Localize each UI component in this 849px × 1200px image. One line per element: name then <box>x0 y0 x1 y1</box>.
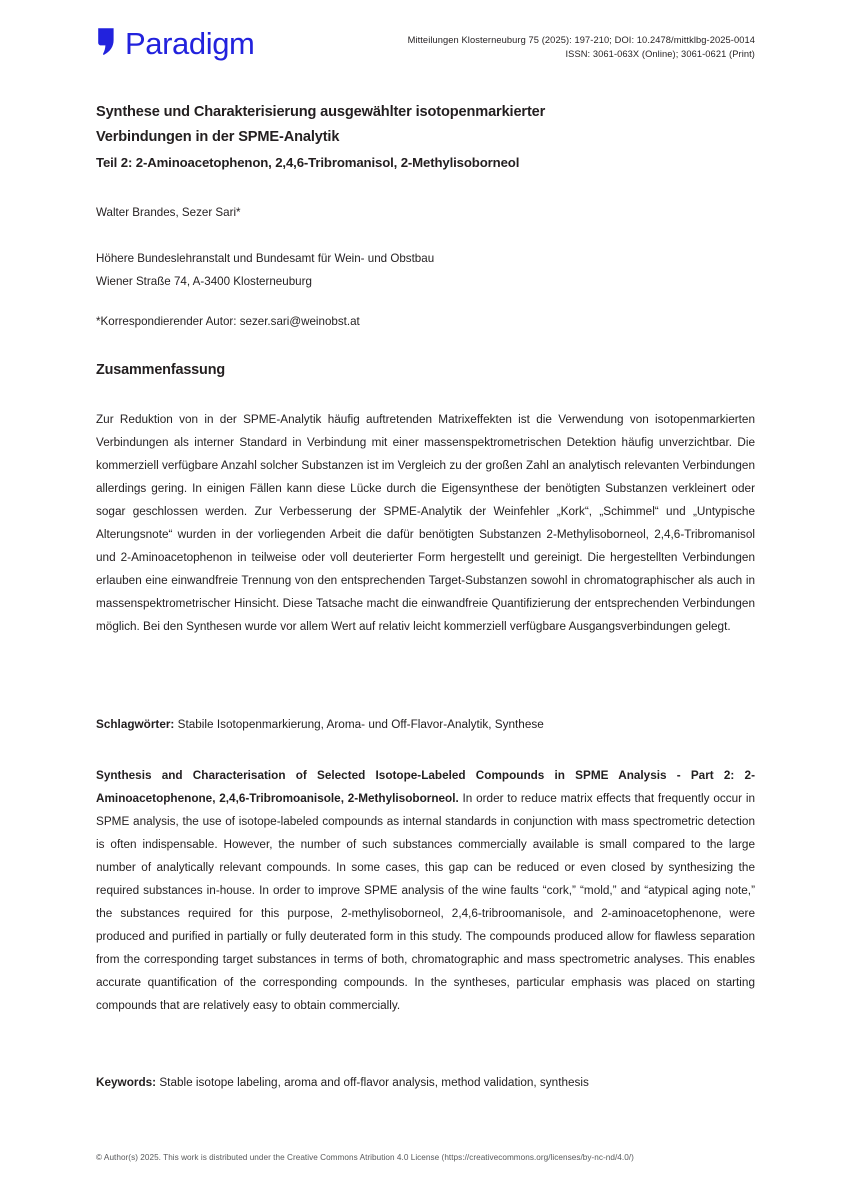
abstract-body-en <box>96 764 755 1017</box>
keywords-en-label: Keywords: <box>96 1076 157 1089</box>
abstract-en-title: Synthesis and Characterisation of Selected Isotope-Labeled Compounds in SPME Analysis - Part 2: 2-Aminoacetophenone, 2,4,6-Tribromoanisole, 2-Methylisoborneol. <box>96 769 755 806</box>
journal-citation-meta <box>408 26 755 62</box>
author-list: Walter Brandes, Sezer Sari* <box>96 206 241 219</box>
affiliation-block <box>96 248 753 293</box>
bookmark-flag-icon <box>96 27 116 59</box>
brand-name: Paradigm <box>125 25 255 61</box>
title-line-1: Synthese und Charakterisierung ausgewählter isotopenmarkierter <box>96 104 546 120</box>
affiliation-line-1: Höhere Bundeslehranstalt und Bundesamt für Wein- und Obstbau <box>96 252 435 265</box>
keywords-de-label: Schlagwörter: <box>96 718 175 731</box>
abstract-heading-de: Zusammenfassung <box>96 362 225 378</box>
title-block <box>96 100 753 175</box>
keywords-en <box>96 1072 755 1094</box>
keywords-de <box>96 714 755 736</box>
article-part-subtitle: Teil 2: 2-Aminoacetophenon, 2,4,6-Tribromanisol, 2-Methylisoborneol <box>96 155 520 171</box>
citation-line: Mitteilungen Klosterneuburg 75 (2025): 197-210; DOI: 10.2478/mittklbg-2025-0014 <box>407 35 755 45</box>
license-footer: © Author(s) 2025. This work is distributed under the Creative Commons Atribution 4.0 License (https://creativecommons.org/licenses/by-nc-nd/4.0/) <box>96 1153 634 1162</box>
masthead <box>96 26 755 74</box>
affiliation-line-2: Wiener Straße 74, A-3400 Klosterneuburg <box>96 274 312 288</box>
abstract-en-text: In order to reduce matrix effects that frequently occur in SPME analysis, the use of isotope-labeled compounds as internal standards in conjunction with mass spectrometric detection is often indispensable. However, the number of such substances commercially available is small compared to the large number of analytically relevant compounds. In some cases, this gap can be reduced or even closed by synthesizing the required substances in-house. In order to improve SPME analysis of the wine faults “cork,” “mold,” and “atypical aging note,” the substances required for this purpose, 2-methylisoborneol, 2,4,6-tribroomanisole, and 2-aminoacetophenone, were produced and purified in partially or fully deuterated form in this study. The compounds produced allow for flawless separation from the corresponding target substances in terms of both, chromatographic and mass spectrometric analyses. This enables accurate quantification of the corresponding compounds. In the syntheses, particular emphasis was placed on starting compounds that are relatively easy to obtain commercially. <box>96 792 755 1013</box>
page-title <box>96 100 753 150</box>
issn-line: ISSN: 3061-063X (Online); 3061-0621 (Print) <box>565 49 755 60</box>
journal-logo[interactable] <box>96 27 254 59</box>
abstract-body-de: Zur Reduktion von in der SPME-Analytik häufig auftretenden Matrixeffekten ist die Verwendung von isotopenmarkierten Verbindungen als interner Standard in Verbindung mit einer massenspektrometrischen Detektion häufig unverzichtbar. Die kommerziell verfügbare Anzahl solcher Substanzen ist im Vergleich zu der großen Zahl an analytisch relevanten Verbindungen allerdings gering. In einigen Fällen kann diese Lücke durch die Eigensynthese der benötigten Substanzen verkleinert oder sogar geschlossen werden. Zur Verbesserung der SPME-Analytik der Weinfehler „Kork“, „Schimmel“ und „Untypische Alterungsnote“ wurden in der vorliegenden Arbeit die dafür benötigten Substanzen 2-Methylisoborneol, 2,4,6-Tribromanisol und 2-Aminoacetophenon in teilweise oder voll deuterierter Form hergestellt und gereinigt. Die hergestellten Verbindungen erlauben eine einwandfreie Trennung von den entsprechenden Target-Substanzen sowohl in chromatographischer als auch in massenspektrometrischer Hinsicht. Diese Tatsache macht die einwandfreie Quantifizierung der entsprechenden Verbindungen möglich. Bei den Synthesen wurde vor allem Wert auf relativ leicht kommerziell verfügbare Ausgangsverbindungen gelegt. <box>96 413 755 634</box>
keywords-de-value: Stabile Isotopenmarkierung, Aroma- und Off-Flavor-Analytik, Synthese <box>174 718 544 731</box>
keywords-en-value: Stable isotope labeling, aroma and off-flavor analysis, method validation, synthesis <box>156 1076 589 1089</box>
corresponding-author: *Korrespondierender Autor: sezer.sari@weinobst.at <box>96 315 360 328</box>
title-line-2: Verbindungen in der SPME-Analytik <box>96 129 340 146</box>
